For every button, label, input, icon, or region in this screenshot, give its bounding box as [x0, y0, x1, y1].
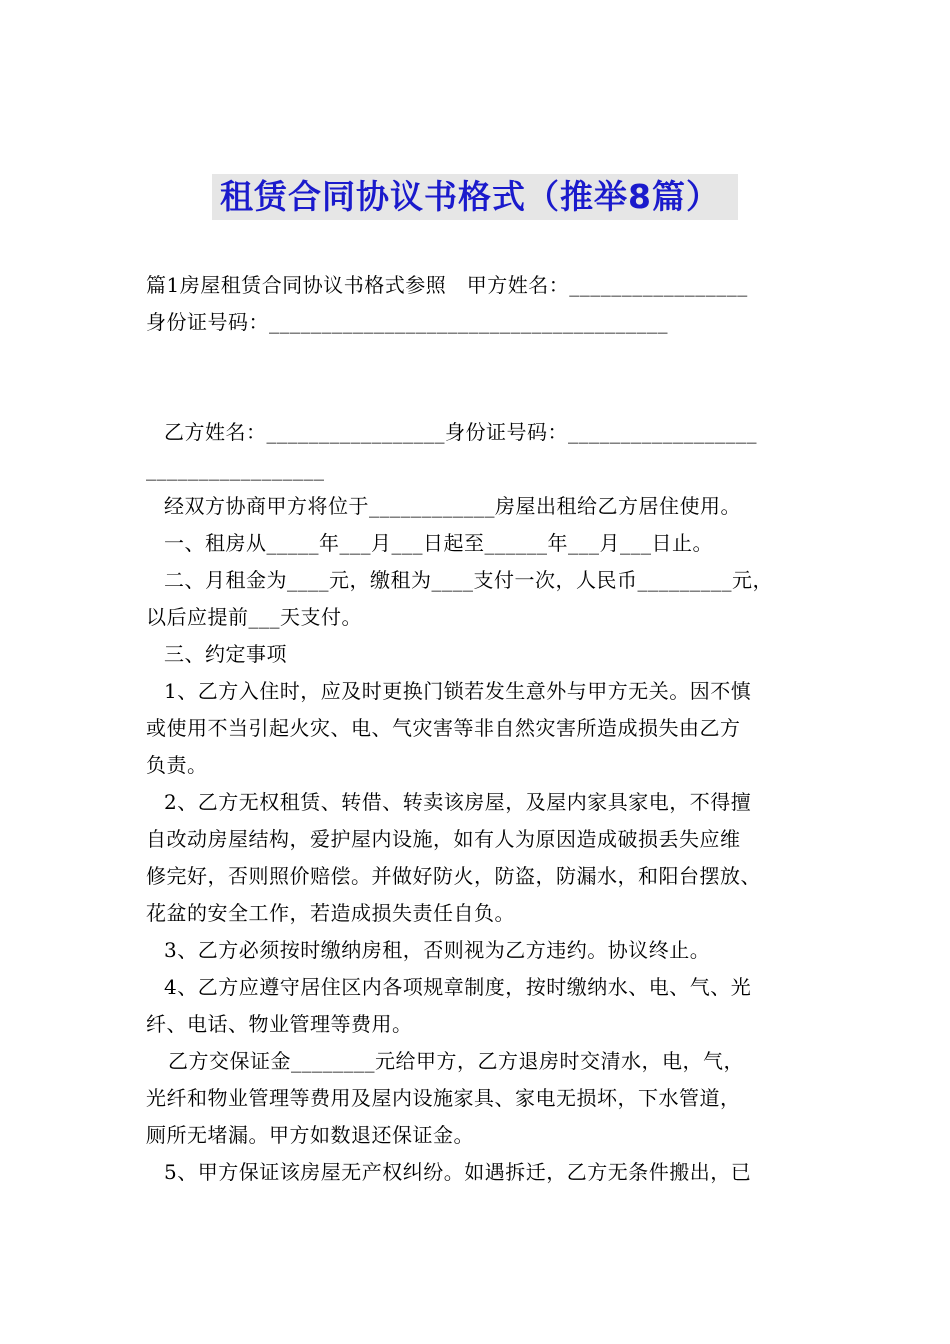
text-line: 厕所无堵漏。甲方如数退还保证金。 [146, 1123, 474, 1147]
text-line: 修完好，否则照价赔偿。并做好防火，防盗，防漏水，和阳台摆放、 [146, 864, 761, 888]
text-line: _________________ [146, 457, 325, 481]
text-line: 一、租房从_____年___月___日起至______年___月___日止。 [164, 531, 713, 555]
text-line: 1、乙方入住时，应及时更换门锁若发生意外与甲方无关。因不慎 [164, 679, 752, 703]
text-line: 篇1房屋租赁合同协议书格式参照 甲方姓名：_________________ [146, 273, 748, 297]
text-line: 负责。 [146, 753, 208, 777]
text-line: 5、甲方保证该房屋无产权纠纷。如遇拆迁，乙方无条件搬出，已 [164, 1160, 752, 1184]
intro-block [146, 267, 816, 341]
text-line: 自改动房屋结构，爱护屋内设施，如有人为原因造成破损丢失应维 [146, 827, 741, 851]
text-line: 3、乙方必须按时缴纳房租，否则视为乙方违约。协议终止。 [164, 938, 711, 962]
text-line: 二、月租金为____元，缴租为____支付一次，人民币_________元， [164, 568, 773, 592]
text-line: 身份证号码：______________________________________ [146, 310, 668, 334]
title-wrapper [0, 174, 950, 220]
text-line: 光纤和物业管理等费用及屋内设施家具、家电无损坏，下水管道， [146, 1086, 741, 1110]
text-line: 以后应提前___天支付。 [146, 605, 362, 629]
text-line: 2、乙方无权租赁、转借、转卖该房屋，及屋内家具家电，不得擅 [164, 790, 752, 814]
contract-body [146, 414, 816, 1191]
text-line: 三、约定事项 [164, 642, 287, 666]
text-line: 经双方协商甲方将位于____________房屋出租给乙方居住使用。 [164, 494, 741, 518]
text-line: 花盆的安全工作，若造成损失责任自负。 [146, 901, 515, 925]
text-line: 乙方姓名：_________________身份证号码：__________________ [164, 420, 757, 444]
document-title: 租赁合同协议书格式（推举8篇） [212, 174, 738, 220]
text-line: 乙方交保证金________元给甲方，乙方退房时交清水，电，气， [168, 1049, 744, 1073]
text-line: 或使用不当引起火灾、电、气灾害等非自然灾害所造成损失由乙方 [146, 716, 741, 740]
text-line: 纤、电话、物业管理等费用。 [146, 1012, 413, 1036]
text-line: 4、乙方应遵守居住区内各项规章制度，按时缴纳水、电、气、光 [164, 975, 752, 999]
